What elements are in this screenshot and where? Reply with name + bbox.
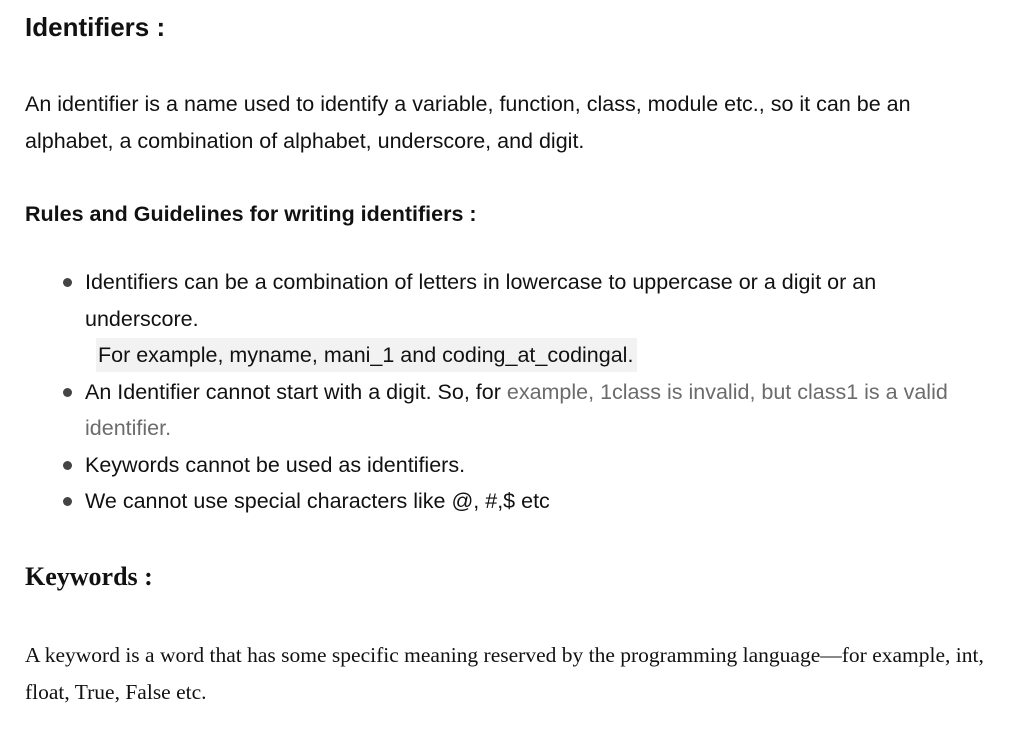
rules-heading: Rules and Guidelines for writing identifiers : — [25, 202, 477, 226]
rule-text: Keywords cannot be used as identifiers. — [85, 452, 466, 477]
list-item — [25, 483, 985, 520]
bullet-icon — [63, 497, 72, 506]
example-highlight: For example, myname, mani_1 and coding_at_codingal. — [96, 338, 637, 372]
rule-text: We cannot use special characters like @, #,$ etc — [85, 489, 550, 513]
rule-example-text: example, 1class is invalid, but class1 is a valid identifier. — [85, 379, 948, 440]
list-item — [25, 264, 985, 374]
identifiers-heading: Identifiers : — [25, 12, 166, 42]
bullet-icon — [63, 461, 72, 470]
rule-text: An Identifier cannot start with a digit. So, for — [85, 379, 507, 404]
identifier-definition: An identifier is a name used to identify a variable, function, class, module etc., so it can be an alphabet, a combination of alphabet, underscore, and digit. — [25, 92, 911, 153]
list-item — [25, 447, 985, 484]
keywords-heading: Keywords : — [25, 562, 153, 591]
keyword-definition: A keyword is a word that has some specific meaning reserved by the programming language—for example, int, float, True, False etc. — [25, 643, 984, 704]
rules-list — [25, 264, 985, 520]
bullet-icon — [63, 278, 72, 287]
bullet-icon — [63, 388, 72, 397]
rule-text: Identifiers can be a combination of letters in lowercase to uppercase or a digit or an underscore. — [85, 270, 877, 331]
list-item — [25, 374, 985, 447]
